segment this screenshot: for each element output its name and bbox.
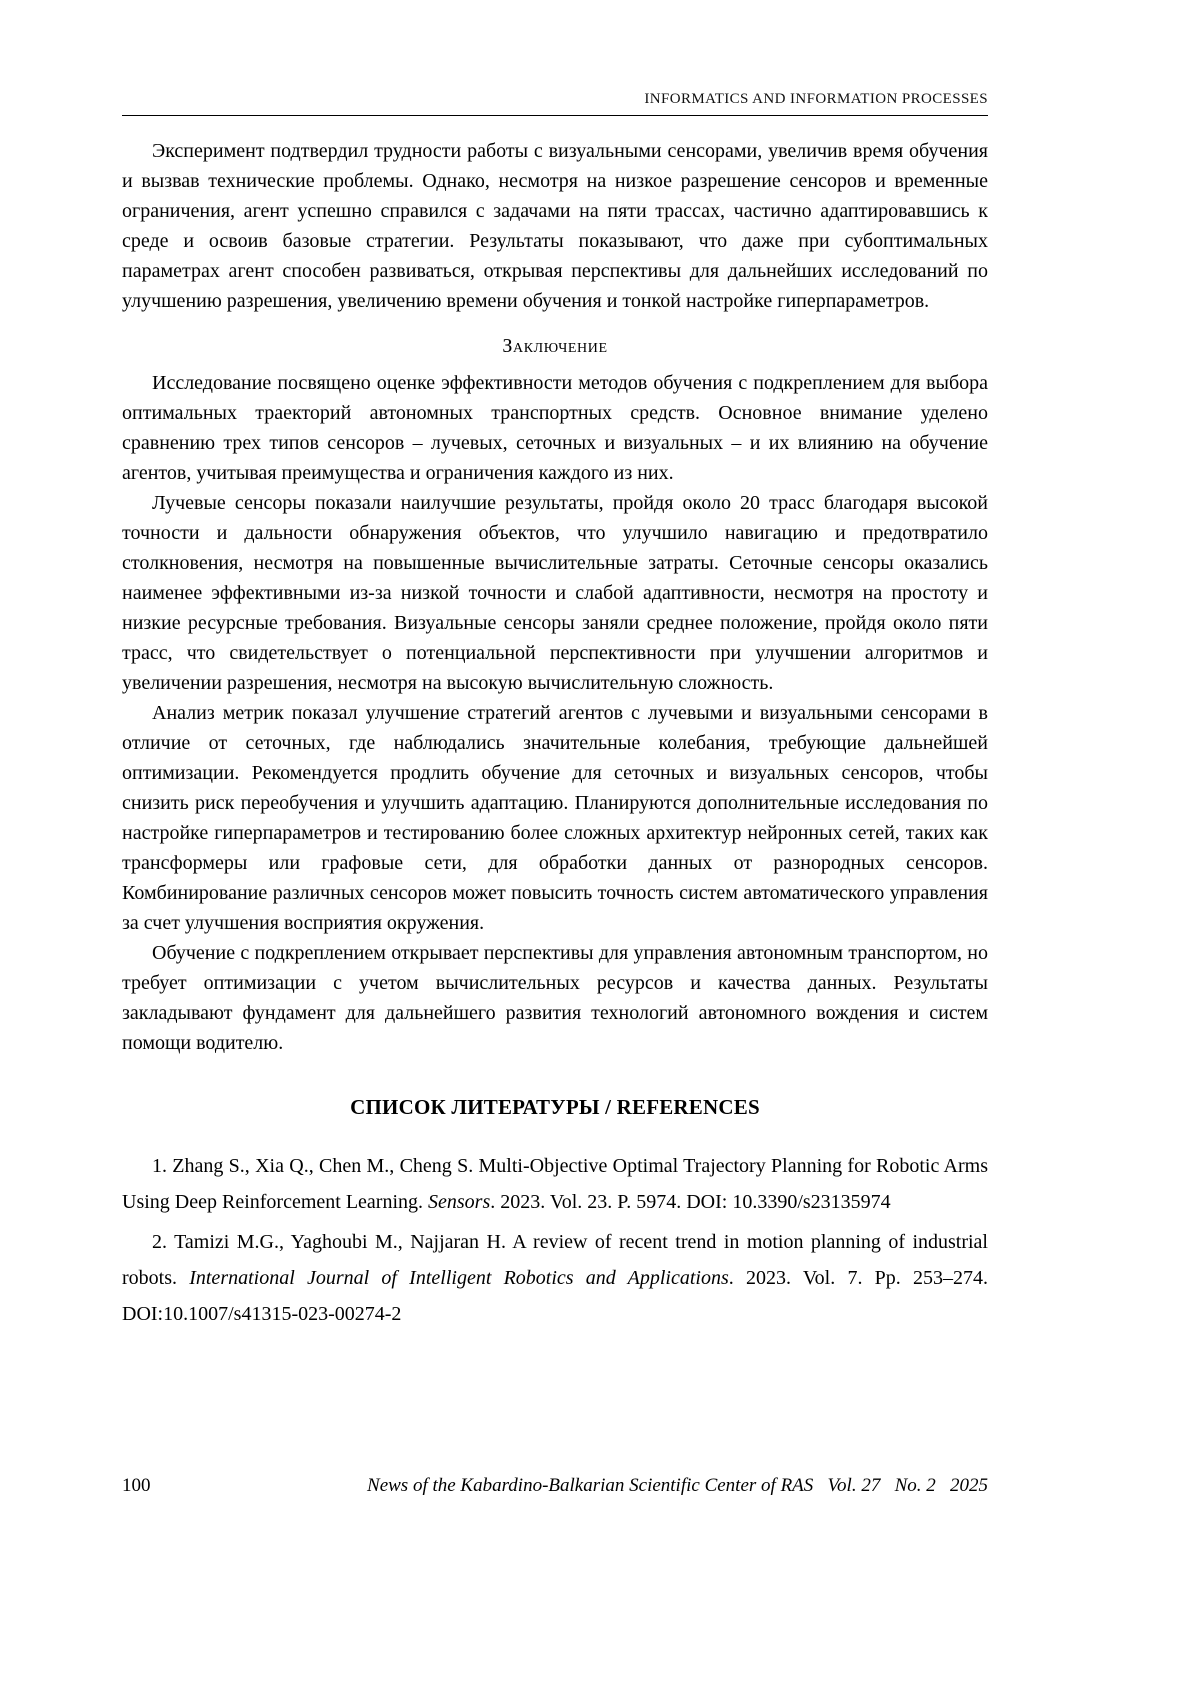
journal-footer-line: News of the Kabardino-Balkarian Scientific Center of RAS Vol. 27 No. 2 2025 [367,1475,988,1496]
reference-journal-title: Sensors [428,1191,491,1213]
reference-text: 2. Tamizi M.G., Yaghoubi M., Najjaran H. A review of recent trend in motion planning of industrial robots. [122,1231,988,1289]
page-number: 100 [122,1475,151,1496]
paragraph-study-overview: Исследование посвящено оценке эффективности методов обучения с подкреплением для выбора оптимальных траекторий автономных транспортных средств. Основное внимание уделено сравнению трех типов сенсоров – лучевых, сеточных и визуальных – и их влиянию на обучение агентов, учитывая преимущества и ограничения каждого из них. [122,372,988,484]
header-rule [122,115,988,116]
reference-text: 1. Zhang S., Xia Q., Chen M., Cheng S. Multi-Objective Optimal Trajectory Planning for Robotic Arms Using Deep Reinforcement Learning. [122,1155,988,1213]
paragraph-future-outlook: Обучение с подкреплением открывает перспективы для управления автономным транспортом, но требует оптимизации с учетом вычислительных ресурсов и качества данных. Результаты закладывают фундамент для дальнейшего развития технологий автономного вождения и систем помощи водителю. [122,942,988,1054]
page-footer [122,1474,988,1498]
section-heading-conclusion: Заключение [502,335,608,357]
page-content [122,90,988,1332]
reference-text: . 2023. Vol. 23. P. 5974. DOI: 10.3390/s23135974 [490,1191,891,1213]
paragraph-sensor-comparison: Лучевые сенсоры показали наилучшие результаты, пройдя около 20 трасс благодаря высокой точности и дальности обнаружения объектов, что улучшило навигацию и предотвратило столкновения, несмотря на повышенные вычислительные затраты. Сеточные сенсоры оказались наименее эффективными из-за низкой точности и слабой адаптивности, несмотря на простоту и низкие ресурсные требования. Визуальные сенсоры заняли среднее положение, пройдя около пяти трасс, что свидетельствует о потенциальной перспективности при улучшении алгоритмов и увеличении разрешения, несмотря на высокую вычислительную сложность. [122,492,988,694]
references-heading: СПИСОК ЛИТЕРАТУРЫ / REFERENCES [350,1095,760,1119]
reference-item-1 [122,1148,988,1220]
running-head: INFORMATICS AND INFORMATION PROCESSES [644,91,988,107]
paragraph-metrics-analysis: Анализ метрик показал улучшение стратегий агентов с лучевыми и визуальными сенсорами в отличие от сеточных, где наблюдались значительные колебания, требующие дальнейшей оптимизации. Рекомендуется продлить обучение для сеточных и визуальных сенсоров, чтобы снизить риск переобучения и улучшить адаптацию. Планируются дополнительные исследования по настройке гиперпараметров и тестированию более сложных архитектур нейронных сетей, таких как трансформеры или графовые сети, для обработки данных от разнородных сенсоров. Комбинирование различных сенсоров может повысить точность систем автоматического управления за счет улучшения восприятия окружения. [122,702,988,934]
reference-journal-title: International Journal of Intelligent Robotics and Applications [189,1267,729,1289]
reference-item-2 [122,1224,988,1332]
reference-text: . 2023. Vol. 7. Pp. 253–274. DOI:10.1007/s41315-023-00274-2 [122,1267,989,1325]
paragraph-experiment-results: Эксперимент подтвердил трудности работы с визуальными сенсорами, увеличив время обучения и вызвав технические проблемы. Однако, несмотря на низкое разрешение сенсоров и временные ограничения, агент успешно справился с задачами на пяти трассах, частично адаптировавшись к среде и освоив базовые стратегии. Результаты показывают, что даже при субоптимальных параметрах агент способен развиваться, открывая перспективы для дальнейших исследований по улучшению разрешения, увеличению времени обучения и тонкой настройке гиперпараметров. [122,140,988,312]
